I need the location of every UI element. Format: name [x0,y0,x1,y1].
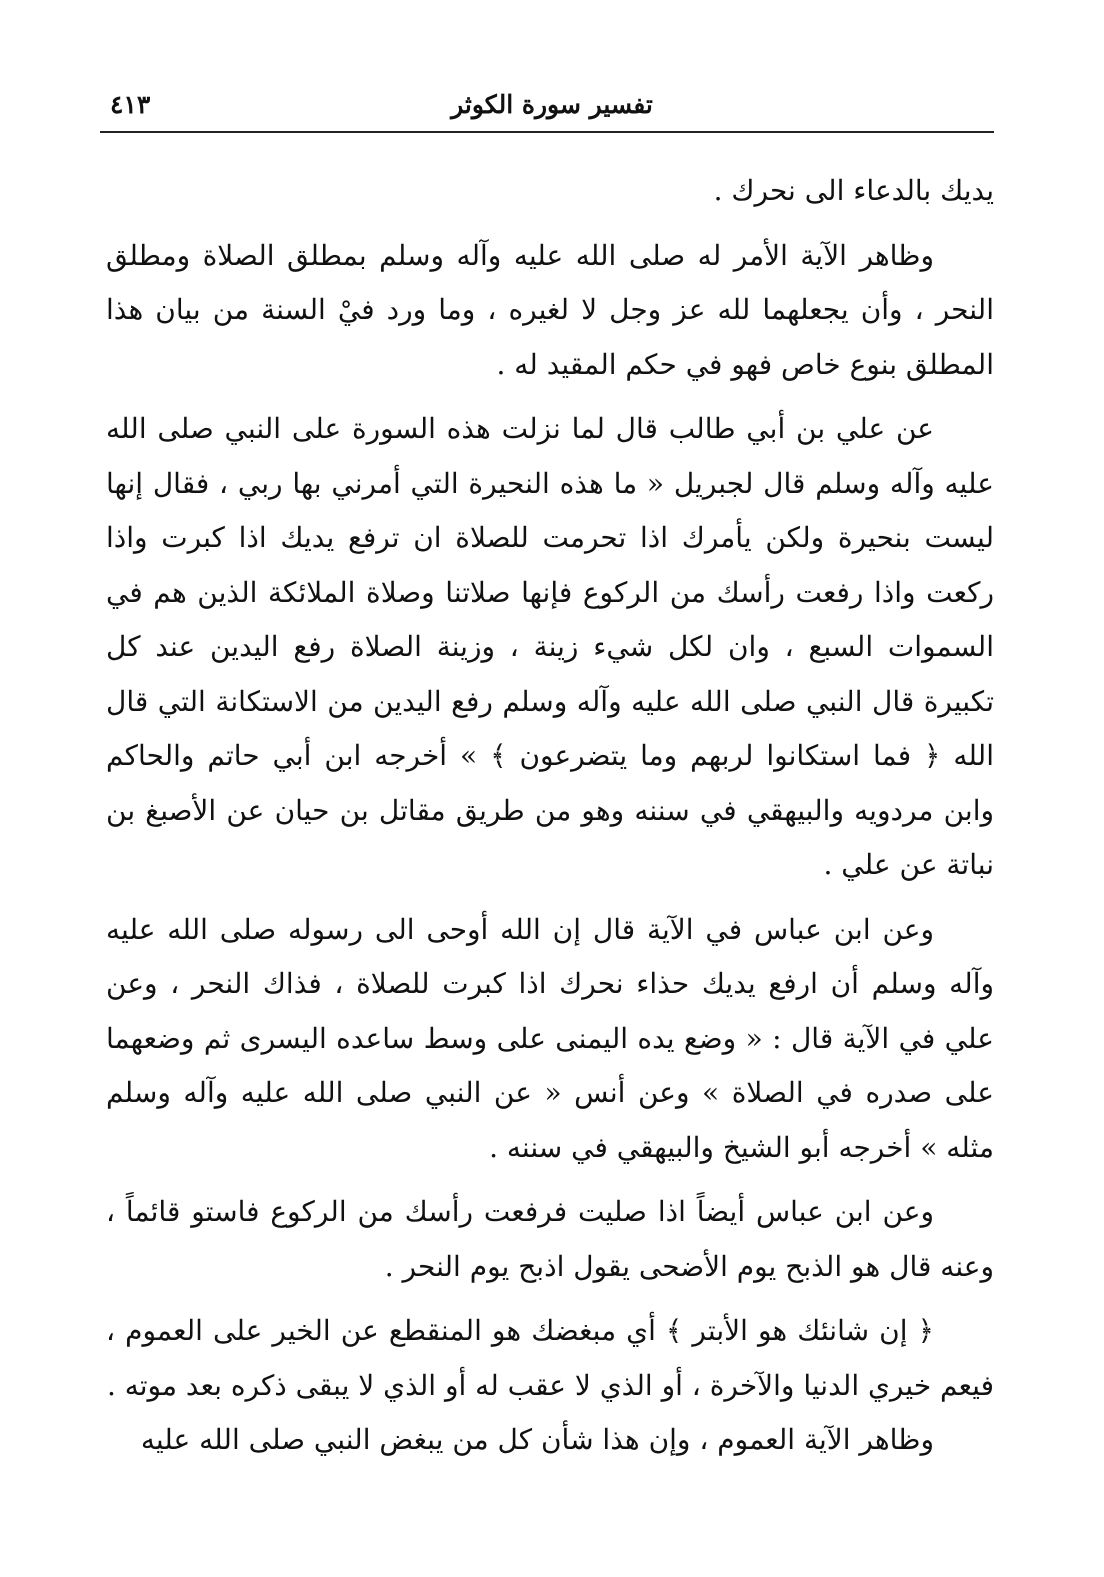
paragraph-generality: وظاهر الآية العموم ، وإن هذا شأن كل من يبغض النبي صلى الله عليه [140,1423,934,1456]
body-text [106,164,994,1468]
paragraph-ali-hadith: عن علي بن أبي طالب قال لما نزلت هذه السورة على النبي صلى الله عليه وآله وسلم قال لجبريل « ما هذه النحيرة التي أمرني بها ربي ، فقال إنها ليست بنحيرة ولكن يأمرك اذا تحرمت للصلاة ان ترفع يديك اذا كبرت واذا ركعت واذا رفعت رأسك من الركوع فإنها صلاتنا وصلاة الملائكة الذين هم في السموات السبع ، وان لكل شيء زينة ، وزينة الصلاة رفع اليدين عند كل تكبيرة قال النبي صلى الله عليه وآله وسلم رفع اليدين من الاستكانة التي قال الله ﴿ فما استكانوا لربهم وما يتضرعون ﴾ » أخرجه ابن أبي حاتم والحاكم وابن مردويه والبيهقي في سننه وهو من طريق مقاتل بن حيان عن الأصبغ بن نباتة عن علي . [106,412,994,881]
paragraph-verse-commentary: ﴿ إن شانئك هو الأبتر ﴾ أي مبغضك هو المنقطع عن الخير على العموم ، فيعم خيري الدنيا والآخرة ، أو الذي لا عقب له أو الذي لا يبقى ذكره بعد موته . [106,1314,994,1402]
running-header [110,88,994,128]
paragraph-continuation: يديك بالدعاء الى نحرك . [713,174,994,207]
paragraph-apparent-meaning: وظاهر الآية الأمر له صلى الله عليه وآله وسلم بمطلق الصلاة ومطلق النحر ، وأن يجعلهما لله عز وجل لا لغيره ، وما ورد فيْ السنة من بيان هذا المطلق بنوع خاص فهو في حكم المقيد له . [106,238,994,381]
paragraph-ibn-abbas: وعن ابن عباس في الآية قال إن الله أوحى الى رسوله صلى الله عليه وآله وسلم أن ارفع يديك حذاء نحرك اذا كبرت للصلاة ، فذاك النحر ، وعن علي في الآية قال : « وضع يده اليمنى على وسط ساعده اليسرى ثم وضعهما على صدره في الصلاة » وعن أنس « عن النبي صلى الله عليه وآله وسلم مثله » أخرجه أبو الشيخ والبيهقي في سننه . [106,912,995,1164]
paragraph-ibn-abbas-second: وعن ابن عباس أيضاً اذا صليت فرفعت رأسك من الركوع فاستو قائماً ، وعنه قال هو الذبح يوم الأضحى يقول اذبح يوم النحر . [106,1195,994,1283]
page-number: ٤١٣ [110,90,151,119]
running-title: تفسير سورة الكوثر [451,90,653,119]
header-rule [100,131,994,133]
